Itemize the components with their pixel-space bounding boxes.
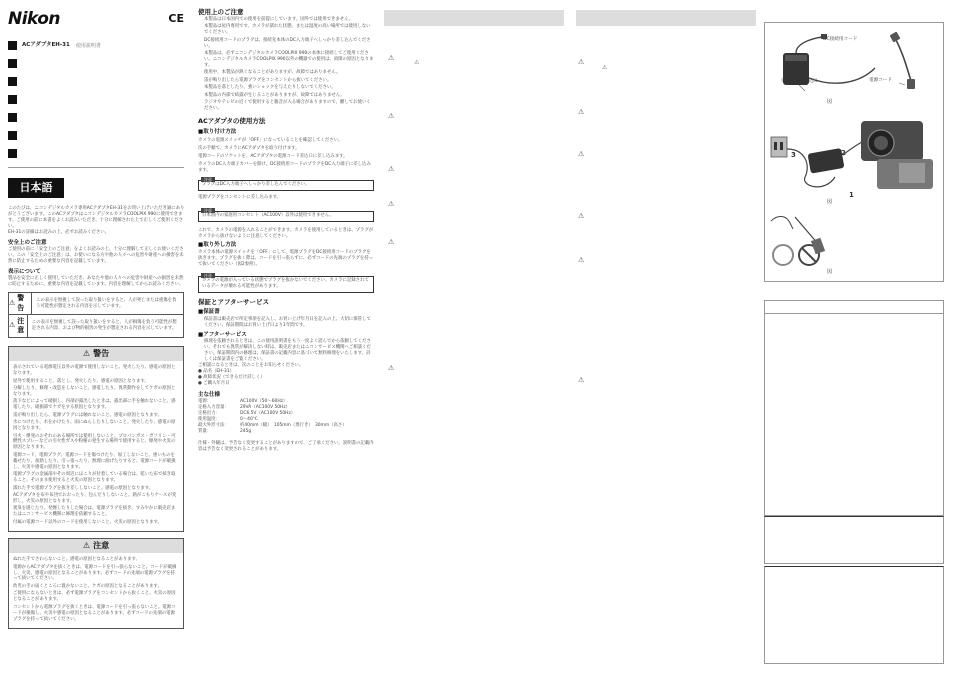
ce-mark: CE <box>168 12 184 26</box>
usage-notes-heading: 使用上のご注意 <box>198 8 244 16</box>
label-dc-cord: DC接続用コード <box>823 37 858 42</box>
usage-note-item: ラジオやテレビの近くで使用すると雑音が入る場合がありますので、離してお使いください。 <box>204 100 371 111</box>
attach-item: 電源コードのソケットを、ACアダプタの電源コード差込口に差し込みます。 <box>198 153 348 159</box>
usage-note-item: 本製品は日本国内での使用を前提にしています。国外では使用できません。 <box>204 16 354 22</box>
bullet-square-icon <box>8 59 17 68</box>
spec-value: DC6.5V（AC100V 50Hz） <box>240 410 296 416</box>
note-tag: 注意 <box>201 273 215 278</box>
intro-text: このたびは、ニコンデジタルカメラ専用ACアダプタEH-31をお買い上げいただき誠にありがとうございます。このACアダプタはニコンデジタルカメラCOOLPIX 990に使用できます。ご使用の前に本書をよくお読みいただき、十分に理解された上で正しくご使用ください。 <box>8 205 185 229</box>
contact-text: ご相談になるときは、次のことをお知らせください。 <box>198 362 304 368</box>
warning-box: ⚠ 警告 表示されている電源電圧以外の電源で使用しないこと。発火したり、感電の原因となります。 屋外で使用すること、落とし、発火したり、感電の原因となります。 分解したり、修理・改造をしないこと。感電したり、異常動作をしてケガの原因となります。 落下などによって破損し、内部が露出したときは、露出部に手を触れないこと。感電したり、破損部でケガをする原因となります。 雷が鳴り出したら、電源プラグには触れないこと。感電の原因となります。 水につけたり、水をかけたり、雨にぬらしたりしないこと。発火したり、感電の原因となります。 引火・爆発のおそれのある場所では使用しないこと。プロパンガス・ガソリン・可燃性スプレーなどの引火性ガスや粉塵の発生する場所で使用すると、爆発や火災の原因となります。 電源コード、電源プラグ、電源コードを傷つけたり、加工しないこと。重いものを載せたり、加熱したり、引っ張ったり、無理に曲げたりすると、電源コードが破損し、火災や感電の原因となります。 電源プラグの金属部やその周辺にほこりが付着している場合は、乾いた布で拭き取ること。そのまま使用すると火災の原因となります。 濡れた手で電源プラグを抜き差ししないこと。感電の原因となります。 ACアダプタを布や布団でおおったり、包んだりしないこと。熱がこもりケースが変形し、火災の原因となります。 異臭を感じたり、発煙したりした場合は、電源プラグを抜き、すみやかに販売店またはニコンサービス機関に修理を依頼すること。 付属の電源コード以外のコードを使用しないこと。火災の原因となります。 <box>8 346 184 532</box>
caution-list <box>9 553 183 628</box>
warning-item: 引火・爆発のおそれのある場所では使用しないこと。プロパンガス・ガソリン・可燃性スプレーなどの引火性ガスや粉塵の発生する場所で使用すると、爆発や火災の原因となります。 <box>13 433 176 451</box>
usage-note-item: 本製品は、必ずニコンデジタルカメラCOOLPIX 990の本体に接続してご使用ください。ニコンデジタルカメラCOOLPIX 990以外の機器での使用は、故障の原因となります。 <box>204 50 374 68</box>
note-box-3: 注意 カメラの電源が入っている状態でプラグを抜かないでください。カメラに記録されているデータが壊れる可能性があります。 <box>198 276 374 293</box>
step-number: 2 <box>841 149 846 157</box>
adapter-body <box>808 148 845 174</box>
column-4-header-band <box>576 10 756 26</box>
warning-item: 屋外で使用すること、落とし、発火したり、感電の原因となります。 <box>13 378 149 384</box>
usage-note-item: 本製品の内部で結露が生じることがありますが、故障ではありません。 <box>204 92 345 98</box>
language-item[interactable] <box>8 127 186 145</box>
card-heading: ■保証書 <box>198 309 220 316</box>
spec-table <box>198 399 374 435</box>
language-item[interactable] <box>8 73 186 91</box>
figure-caption: 図 <box>827 99 833 105</box>
caution-item: ぬれた手でさわらないこと。感電の原因となることがあります。 <box>13 557 140 563</box>
sign-row-caution: ⚠ 注意 この表示を無視して誤った取り扱いをすると、人が損傷を負う可能性が想定される内容、および物的損害の発生が想定される内容を示しています。 <box>9 315 183 337</box>
safety-heading: 安全上のご注意 <box>8 239 47 246</box>
info-panel-1-header <box>764 300 944 314</box>
language-item[interactable] <box>8 145 186 163</box>
language-item[interactable] <box>8 109 186 127</box>
attach-item: カメラのDC入力端子カバーを開け、DC接続用コードのプラグをDC入力端子に差し込みます。 <box>198 161 371 173</box>
spec-value: 245g <box>240 428 252 434</box>
usage-note-item: DC接続用コードのプラグは、接続先本体のDC入力端子へしっかり差し込んでください。 <box>204 37 371 49</box>
contact-bullet: ● 品名（EH-31） <box>198 368 235 374</box>
caution-item: ご使用にならないときは、必ず電源プラグをコンセントから抜くこと。火災の原因となることがあります。 <box>13 591 176 603</box>
contact-bullet: ● ご購入年月日 <box>198 380 230 386</box>
spec-key: 最大外形寸法： <box>198 422 229 428</box>
language-item[interactable] <box>8 91 186 109</box>
warranty-heading: 保証とアフターサービス <box>198 297 270 306</box>
caution-box: ⚠ 注意 ぬれた手でさわらないこと。感電の原因となることがあります。 電源からACアダプタを抜くときは、電源コードを引っ張らないこと。コードが破損し、火災、感電の原因となることがあります。必ずコードの先端の電源プラグを持って抜いてください。 幼児の手の届くところに置かないこと。ケガの原因となることがあります。 ご使用にならないときは、必ず電源プラグをコンセントから抜くこと。火災の原因となることがあります。 コンセントから電源プラグを抜くときは、電源コードを引っ張らないこと。電源コードが損傷し、火災や感電の原因となることがあります。必ずコードの先端の電源プラグを持って抜いてください。 <box>8 538 184 629</box>
warning-triangle-icon: ⚠ <box>602 64 608 71</box>
warning-triangle-icon: ⚠ <box>82 348 91 358</box>
column-3-header-band <box>384 10 564 26</box>
language-item[interactable] <box>8 55 186 73</box>
column-1 <box>8 8 186 629</box>
howto-heading: ACアダプタの使用方法 <box>198 116 266 125</box>
display-text: 製品を安全に正しく使用していただき、あなたや他の人々への危害や財産への損害を未然に防止するために、重要な内容を記載しています。内容を理解してからお読みください。 <box>8 276 184 288</box>
usage-note-item: 使用中、本製品が熱くなることがありますが、故障ではありません。 <box>204 70 341 76</box>
warning-item: 電源プラグの金属部やその周辺にほこりが付着している場合は、乾いた布で拭き取ること。そのまま使用すると火災の原因となります。 <box>13 472 176 484</box>
note-tag: 注意 <box>201 208 215 213</box>
label-power-socket: 電源コード差込口 <box>781 79 818 84</box>
specs-heading: 主な仕様 <box>198 391 221 398</box>
step-number: 1 <box>849 191 854 199</box>
plug-text: 電源プラグをコンセントに差し込みます。 <box>198 194 282 200</box>
warning-item: 分解したり、修理・改造をしないこと。感電したり、異常動作をしてケガの原因となります。 <box>13 385 176 397</box>
warning-triangle-icon: ⚠ <box>578 212 585 220</box>
warning-triangle-icon: ⚠ <box>578 150 585 158</box>
warning-triangle-icon: ⚠ <box>388 364 395 372</box>
spec-value: 約40mm（幅） 105mm（奥行き） 30mm（高さ） <box>240 422 347 428</box>
contact-bullet: ● 故障状況（できるだけ詳しく） <box>198 374 265 380</box>
caution-item: 幼児の手の届くところに置かないこと。ケガの原因となることがあります。 <box>13 583 162 589</box>
info-panel-1 <box>764 300 944 516</box>
attach-item: 次の手順で、カメラにACアダプタを取り付けます。 <box>198 146 300 152</box>
attach-heading: ■取り付け方法 <box>198 128 237 135</box>
warning-item: ACアダプタを布や布団でおおったり、包んだりしないこと。熱がこもりケースが変形し、火災の原因となります。 <box>13 492 177 504</box>
usage-note-item: 雷が鳴り出したら電源プラグをコンセントから抜いてください。 <box>204 77 332 83</box>
figure-caption: 図 <box>827 269 833 275</box>
language-item-ja[interactable]: ACアダプタEH-31 使用説明書 <box>8 37 186 55</box>
warning-item: 濡れた手で電源プラグを抜き差ししないこと。感電の原因となります。 <box>13 485 154 491</box>
attach-item: カメラの電源スイッチが「OFF」になっていることを確認してください。 <box>198 138 343 144</box>
attach-list <box>198 138 374 174</box>
spec-key: 定格出力： <box>198 410 220 416</box>
service-heading: ■アフターサービス <box>198 331 247 338</box>
bullet-square-icon <box>8 131 17 140</box>
spec-value: 29VA（AC100V 50Hz） <box>240 404 291 410</box>
spec-value: 0〜40℃ <box>240 416 258 422</box>
warning-item: 水につけたり、水をかけたり、雨にぬらしたりしないこと。発火したり、感電の原因となります。 <box>13 420 176 432</box>
sign-table <box>8 292 184 338</box>
warning-list <box>9 361 183 531</box>
step-number: 3 <box>791 151 796 159</box>
bullet-square-icon <box>8 95 17 104</box>
note-box-2: 注意 日本国内の家庭用コンセント（AC100V）以外は使用できません。 <box>198 211 374 222</box>
sign-row-warning: ⚠ 警告 この表示を無視して誤った取り扱いをすると、人が死亡または重傷を負う可能性が想定される内容を示しています。 <box>9 293 183 315</box>
usage-note-item: 本製品を落としたり、強いショックを与えたりしないでください。 <box>204 85 336 91</box>
nikon-logo: Nikon <box>8 9 61 29</box>
spec-value: AC100V（50〜60Hz） <box>240 398 288 404</box>
warning-triangle-icon: ⚠ <box>388 165 395 173</box>
figure-unplug-illustration <box>765 211 945 281</box>
intro-text-2: EH-31の詳細はお読みの上、必ずお読みください。 <box>8 229 110 235</box>
warning-item: 雷が鳴り出したら、電源プラグには触れないこと。感電の原因となります。 <box>13 412 162 418</box>
figure-panel <box>764 22 944 282</box>
remove-heading: ■取り外し方法 <box>198 242 237 249</box>
spec-key: 電源： <box>198 398 212 404</box>
warning-triangle-icon: ⚠ <box>388 200 395 208</box>
warning-triangle-icon: ⚠ <box>578 256 585 264</box>
figure-caption: 図 <box>827 199 833 205</box>
card-text: 保証書は販売店で所定事項を記入し、お買い上げ年月日を記入の上、大切に保管してください。保証期間はお買い上げ日より1年間です。 <box>204 316 371 328</box>
spec-key: 質量： <box>198 428 212 434</box>
remove-text: カメラ本体の電源スイッチを「OFF」にして、電源プラグをDC接続用コードのプラグを抜きます。プラグを抜く際は、コードを引っ張らずに、必ずコードの先端のプラグを持って抜いてください（図2参照）。 <box>198 249 374 267</box>
spec-key: 定格入力容量： <box>198 404 229 410</box>
warning-triangle-icon: ⚠ <box>388 238 395 246</box>
bullet-square-icon <box>8 149 17 158</box>
spec-key: 使用温度： <box>198 416 220 422</box>
warning-triangle-icon: ⚠ <box>388 54 395 62</box>
warning-item: 表示されている電源電圧以外の電源で使用しないこと。発火したり、感電の原因となります。 <box>13 365 176 377</box>
service-text: 修理を依頼されるときは、この使用説明書をもう一度よく読んでから依頼してください。それでも異常が解決しない時は、販売店またはニコンサービス機関へご相談ください。保証期間内の修理は、保証書の記載内容に基づいて無料修理をいたします。詳しくは保証書をご覧ください。 <box>204 339 371 362</box>
bullet-square-icon <box>8 113 17 122</box>
warning-triangle-icon: ⚠ <box>9 298 16 307</box>
display-heading: 表示について <box>8 268 41 275</box>
usage-notes-list <box>198 17 374 112</box>
language-heading: 日本語 <box>8 178 64 198</box>
warning-triangle-icon: ⚠ <box>414 59 420 66</box>
warning-triangle-icon: ⚠ <box>578 58 585 66</box>
caution-triangle-icon: ⚠ <box>9 321 16 330</box>
caution-triangle-icon: ⚠ <box>82 540 91 550</box>
warning-item: 落下などによって破損し、内部が露出したときは、露出部に手を触れないこと。感電したり、破損部でケガをする原因となります。 <box>13 399 176 411</box>
after-text: これで、カメラの電源を入れることができます。カメラを使用しているときは、プラグがカメラから抜けないように注意してください。 <box>198 227 374 239</box>
info-panel-2 <box>764 516 944 564</box>
caution-item: 電源からACアダプタを抜くときは、電源コードを引っ張らないこと。コードが破損し、火災、感電の原因となることがあります。必ずコードの先端の電源プラグを持って抜いてください。 <box>13 564 177 582</box>
info-panel-3 <box>764 566 944 664</box>
label-power-cord: 電源コード <box>869 78 892 83</box>
spec-row <box>198 429 374 435</box>
bullet-square-icon <box>8 41 17 50</box>
warning-item: 電源コード、電源プラグ、電源コードを傷つけたり、加工しないこと。重いものを載せたり、加熱したり、引っ張ったり、無理に曲げたりすると、電源コードが破損し、火災や感電の原因となります。 <box>13 452 176 470</box>
warning-triangle-icon: ⚠ <box>578 376 585 384</box>
note-tag: 注意 <box>201 177 215 182</box>
warning-triangle-icon: ⚠ <box>388 112 395 120</box>
warning-triangle-icon: ⚠ <box>578 108 585 116</box>
note-box-1: 注意 プラグはDC入力端子へしっかり差し込んでください。 <box>198 180 374 191</box>
spec-footnote: 仕様・外観は、予告なく変更することがありますので、ご了承ください。説明書の記載内容は予告なく変更されることがあります。 <box>198 440 374 452</box>
bullet-square-icon <box>8 77 17 86</box>
caution-item: コンセントから電源プラグを抜くときは、電源コードを引っ張らないこと。電源コードが損傷し、火災や感電の原因となることがあります。必ずコードの先端の電源プラグを持って抜いてください。 <box>13 604 176 622</box>
usage-note-item: 本製品は屋内専用です。カメラが濡れた状態、または湿度の高い場所では使用しないでください。 <box>204 24 371 36</box>
safety-text: ご使用の前に「安全上のご注意」をよくお読みの上、十分に理解して正しくお使いください。この「安全上のご注意」は、お使いになる方や他の人々への危害や財産への損害を未然に防止するための重要な内容を記載しています。 <box>8 247 184 264</box>
wall-outlet <box>771 137 787 157</box>
warning-item: 付属の電源コード以外のコードを使用しないこと。火災の原因となります。 <box>13 519 162 525</box>
correct-circle-icon <box>773 245 793 265</box>
warning-item: 異臭を感じたり、発煙したりした場合は、電源プラグを抜き、すみやかに販売店またはニコンサービス機関に修理を依頼すること。 <box>13 506 176 518</box>
column-2 <box>198 8 374 452</box>
